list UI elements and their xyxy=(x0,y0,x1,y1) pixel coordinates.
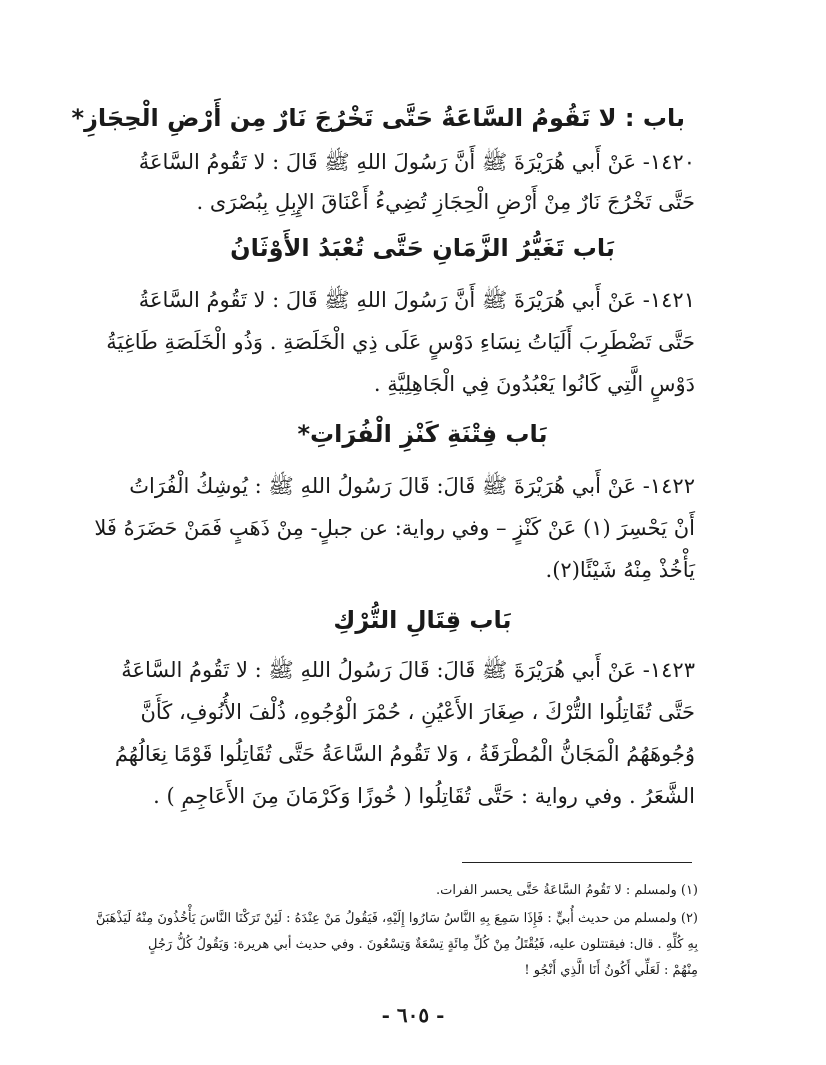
chapter-heading: بَاب تَغَيُّرُ الزَّمَانِ حَتَّى تُعْبَدُ الأَوْثَانُ xyxy=(230,234,615,262)
hadith-line: حَتَّى تَضْطَرِبَ أَلَيَاتُ نِسَاءِ دَوْسٍ عَلَى ذِي الْخَلَصَةِ . وَذُو الْخَلَصَةِ طَاغِيَةُ xyxy=(106,330,695,354)
hadith-line: وُجُوهَهُمُ الْمَجَانُّ الْمُطْرَقَةُ ، وَلا تَقُومُ السَّاعَةُ حَتَّى تُقَاتِلُوا قَوْمًا نِعَالُهُمُ xyxy=(114,742,695,766)
chapter-heading: بَاب فِتْنَةِ كَنْزِ الْفُرَاتِ* xyxy=(297,420,548,448)
hadith-line: حَتَّى تَخْرُجَ نَارٌ مِنْ أَرْضِ الْحِجَازِ تُضِيءُ أَعْنَاقَ الإِبِلِ بِبُصْرَى . xyxy=(196,190,695,214)
hadith-line: دَوْسٍ الَّتِي كَانُوا يَعْبُدُونَ فِي الْجَاهِلِيَّةِ . xyxy=(373,372,695,396)
hadith-line: الشَّعَرُ . وفي رواية : حَتَّى تُقَاتِلُوا ( خُوزًا وَكَرْمَانَ مِنَ الأَعَاجِمِ ) . xyxy=(153,784,695,808)
hadith-line: ١٤٢٢- عَنْ أَبي هُرَيْرَةَ ﷺ قَالَ: قَالَ رَسُولُ اللهِ ﷺ : يُوشِكُ الْفُرَاتُ xyxy=(129,474,695,498)
hadith-line: يَأْخُذْ مِنْهُ شَيْئًا(٢). xyxy=(545,558,695,582)
footnote: (٢) ولمسلم من حديث أُبيٍّ : فَإِذَا سَمِعَ بِهِ النَّاسُ سَارُوا إِلَيْهِ، فَيَقُولُ مَنْ عِنْدَهُ : لَئِنْ تَرَكْنَا النَّاسَ يَأْخُذُونَ مِنْهُ لَيَذْهَبَنَّ xyxy=(95,911,698,926)
chapter-heading: باب : لا تَقُومُ السَّاعَةُ حَتَّى تَخْرُجَ نَارٌ مِن أَرْضِ الْحِجَازِ* xyxy=(71,104,685,132)
footnote-separator xyxy=(462,862,692,863)
page-number: - ٦٠٥ - xyxy=(381,1003,445,1027)
hadith-line: ١٤٢١- عَنْ أَبي هُرَيْرَةَ ﷺ أَنَّ رَسُولَ اللهِ ﷺ قَالَ : لا تَقُومُ السَّاعَةُ xyxy=(138,288,695,312)
hadith-line: حَتَّى تُقَاتِلُوا التُّرْكَ ، صِغَارَ الأَعْيُنِ ، حُمْرَ الْوُجُوهِ، ذُلْفَ الأُنُوفِ، كَأَنَّ xyxy=(140,700,695,724)
footnote-continuation: بِهِ كُلِّهِ . قال: فيقتتلون عليه، فَيُقْتَلُ مِنْ كُلِّ مِائَةٍ تِسْعَةٌ وَتِسْعُونَ . وفي حديث أبي هريرة: وَيَقُولُ كُلُّ رَجُلٍ xyxy=(148,937,698,952)
hadith-line: ١٤٢٠- عَنْ أَبي هُرَيْرَةَ ﷺ أَنَّ رَسُولَ اللهِ ﷺ قَالَ : لا تَقُومُ السَّاعَةُ xyxy=(138,150,695,174)
hadith-line: ١٤٢٣- عَنْ أَبي هُرَيْرَةَ ﷺ قَالَ: قَالَ رَسُولُ اللهِ ﷺ : لا تَقُومُ السَّاعَةُ xyxy=(121,658,695,682)
footnote-continuation: مِنْهُمْ : لَعَلِّي أَكُونُ أَنَا الَّذِي أَنْجُو ! xyxy=(524,963,698,978)
hadith-line: أَنْ يَحْسِرَ (١) عَنْ كَنْزٍ – وفي رواية: عن جبلٍ- مِنْ ذَهَبٍ فَمَنْ حَضَرَهُ فَلا xyxy=(94,516,695,540)
chapter-heading: بَاب قِتَالِ التُّرْكِ xyxy=(333,606,512,634)
footnote: (١) ولمسلم : لا تَقُومُ السَّاعَةُ حَتَّى يحسر الفرات. xyxy=(436,883,698,898)
